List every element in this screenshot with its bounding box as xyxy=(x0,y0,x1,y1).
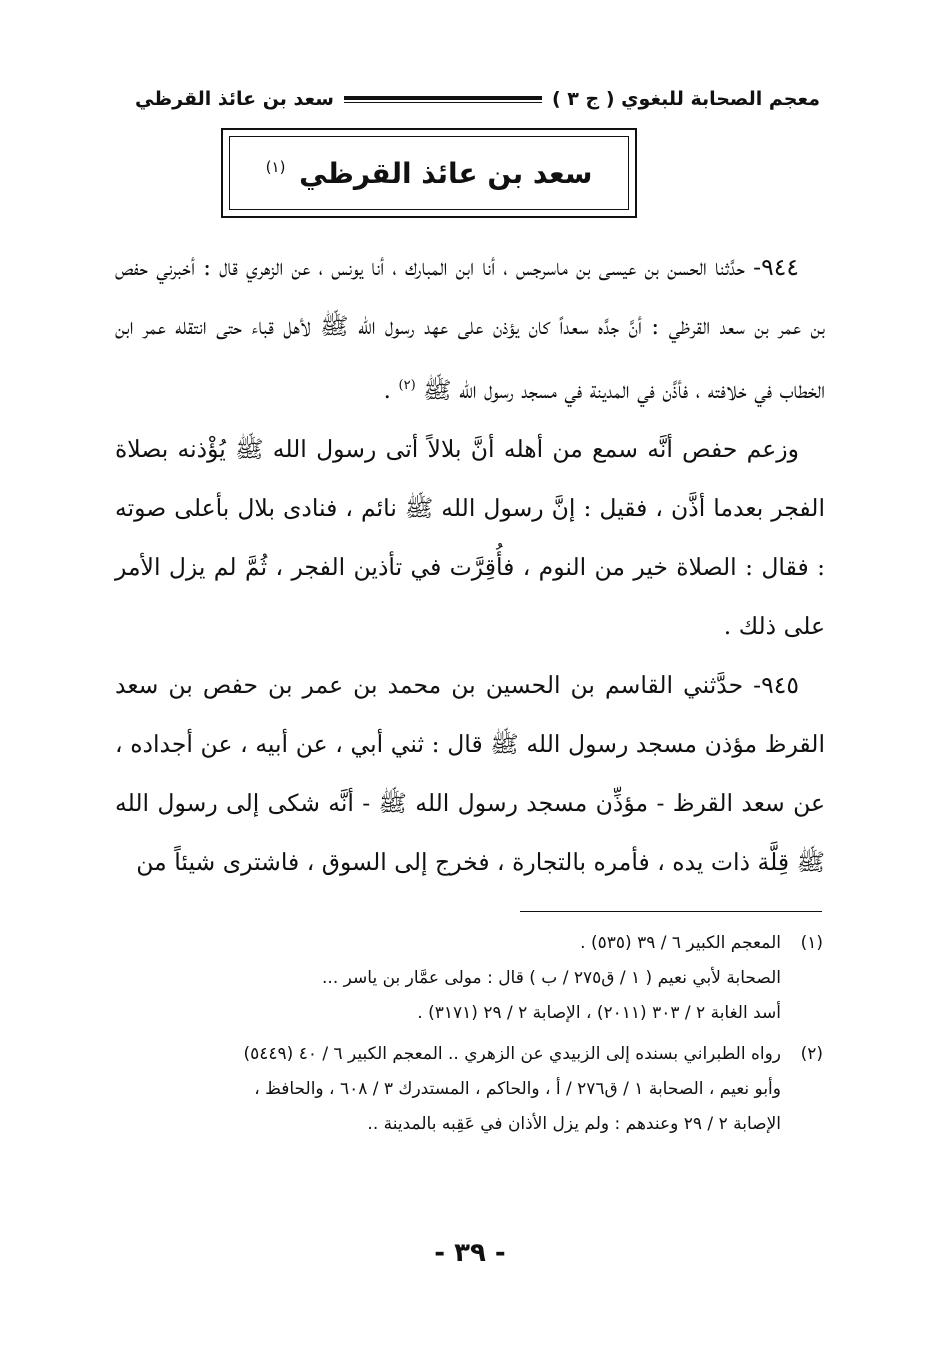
footnote-1 xyxy=(118,926,823,1031)
footnote-1-line: المعجم الكبير ٦ / ٣٩ (٥٣٥) . xyxy=(580,933,781,953)
footnote-2-line: وأبو نعيم ، الصحابة ١ / ق٢٧٦ / أ ، والحاكم ، المستدرك ٣ / ٦٠٨ ، والحافظ ، xyxy=(254,1079,781,1099)
chapter-title xyxy=(266,157,593,190)
footnotes xyxy=(118,926,823,1142)
footnote-1-line: أسد الغابة ٢ / ٣٠٣ (٢٠١١) ، الإصابة ٢ / ٢٩ (٣١٧١) . xyxy=(417,1003,781,1023)
page-number: - ٣٩ - xyxy=(434,1238,506,1268)
footnote-separator xyxy=(520,911,822,912)
footnote-2-lines xyxy=(118,1037,781,1142)
chapter-title-footnote-marker: (١) xyxy=(265,158,286,177)
paragraph-hafs: وزعم حفص أنَّه سمع من أهله أنَّ بلالاً أتى رسول الله ﷺ يُؤْذنه بصلاة الفجر بعدما أذَّن ، فقيل : إنَّ رسول الله ﷺ نائم ، فنادى بلال بأعلى صوته : فقال : الصلاة خير من النوم ، فأُقِرَّت في تأذين الفجر ، ثُمَّ لم يزل الأمر على ذلك . xyxy=(115,434,825,640)
running-header xyxy=(135,82,820,116)
footnote-marker-2: (٢) xyxy=(398,378,416,393)
paragraph-944-text: ٩٤٤- حدَّثنا الحسن بن عيسى بن ماسرجس ، أنا ابن المبارك ، أنا يونس ، عن الزهري قال : أخبرني حفص بن عمر بن سعد القرظي : أنَّ جدَّه سعداً كان يؤذن على عهد رسول الله ﷺ لأهل قباء حتى انتقله عمر ابن الخطاب في خلافته ، فأذَّن في المدينة في مسجد رسول الله ﷺ xyxy=(115,253,825,404)
footnote-1-number: (١) xyxy=(800,933,823,953)
footnote-2-number: (٢) xyxy=(800,1044,823,1064)
header-section-title: سعد بن عائذ القرظي xyxy=(135,88,334,110)
header-book-title: معجم الصحابة للبغوي ( ج ٣ ) xyxy=(551,88,820,110)
main-text xyxy=(115,238,825,892)
chapter-title-text: سعد بن عائذ القرظي xyxy=(299,156,593,190)
chapter-title-inner-frame xyxy=(229,136,629,210)
paragraph-945: ٩٤٥- حدَّثني القاسم بن الحسين بن محمد بن عمر بن حفص بن سعد القرظ مؤذن مسجد رسول الله ﷺ قال : ثني أبي ، عن أبيه ، عن أجداده ، عن سعد القرظ - مؤذِّن مسجد رسول الله ﷺ - أنَّه شكى إلى رسول الله ﷺ قِلَّة ذات يده ، فأمره بالتجارة ، فخرج إلى السوق ، فاشترى شيئاً من xyxy=(115,670,825,876)
footnote-2 xyxy=(118,1037,823,1142)
paragraph-944-end: . xyxy=(383,375,399,404)
footnote-1-lines xyxy=(118,926,781,1031)
chapter-title-box xyxy=(221,128,637,218)
footnote-1-line: الصحابة لأبي نعيم ( ١ / ق٢٧٥ / ب ) قال : مولى عمَّار بن ياسر ... xyxy=(322,968,781,988)
footnote-2-line: رواه الطبراني بسنده إلى الزبيدي عن الزهري .. المعجم الكبير ٦ / ٤٠ (٥٤٤٩) xyxy=(243,1044,781,1064)
paragraph-944 xyxy=(115,238,825,420)
header-rule xyxy=(344,96,542,103)
footnote-2-line: الإصابة ٢ / ٢٩ وعندهم : ولم يزل الأذان في عَقِبه بالمدينة .. xyxy=(367,1114,781,1134)
